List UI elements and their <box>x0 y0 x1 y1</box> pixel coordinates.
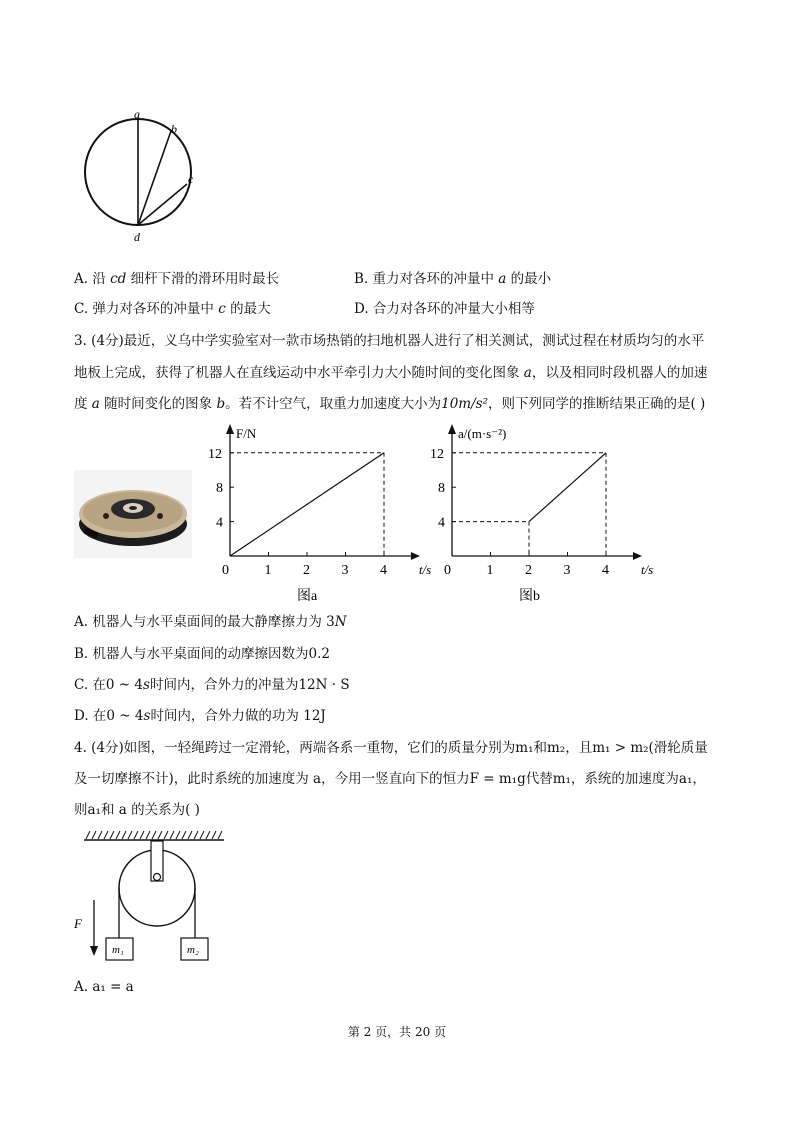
q3-option-d: D. 在0 ~ 4s时间内，合外力做的功为 12J <box>74 708 326 724</box>
chart-a-series-line <box>230 453 384 556</box>
chart-b-series-line <box>529 453 606 522</box>
circle-rods-figure <box>70 108 210 248</box>
chart-a-xtick-label-3: 3 <box>341 563 349 578</box>
chart-b-xtick-label-3: 3 <box>563 563 571 578</box>
chart-a-xtick-label-2: 2 <box>303 563 310 578</box>
q2-option-b: B. 重力对各环的冲量中 a 的最小 <box>354 271 552 287</box>
chart-b-ytick-label-4: 4 <box>438 515 445 531</box>
q3-stem-line1: 3. (4分)最近，义乌中学实验室对一款市场热销的扫地机器人进行了相关测试，测试过程在材质均匀的水平 <box>74 333 705 349</box>
chart-a-ytick-label-12: 12 <box>208 446 222 462</box>
q2-option-c: C. 弹力对各环的冲量中 c 的最大 <box>74 301 271 317</box>
chart-b-y-arrow <box>448 424 456 434</box>
chart-b-xtick-label-0: 0 <box>444 563 451 578</box>
chart-a <box>196 422 432 612</box>
circle-label-a: a <box>134 107 140 121</box>
pulley-figure <box>70 826 230 971</box>
q4-stem-line3: 则a₁和 a 的关系为( ) <box>74 802 200 818</box>
chart-b <box>418 422 654 612</box>
q4-stem-line2: 及一切摩擦不计)，此时系统的加速度为 a，今用一竖直向下的恒力F = m₁g代替m₁，系统的加速度为a₁， <box>74 771 706 787</box>
circle-label-c: c <box>188 172 194 186</box>
mass-label-m2: m₂ <box>187 944 199 956</box>
q4-stem-line1: 4. (4分)如图，一轻绳跨过一定滑轮，两端各系一重物，它们的质量分别为m₁和m₂，且m₁ > m₂(滑轮质量 <box>74 740 708 756</box>
q2-option-d: D. 合力对各环的冲量大小相等 <box>354 301 535 317</box>
circle-label-d: d <box>134 230 140 244</box>
chart-a-y-arrow <box>226 424 234 434</box>
q4-option-a: A. a₁ = a <box>74 979 134 995</box>
page-footer: 第 2 页，共 20 页 <box>347 1025 447 1039</box>
chart-b-caption: 图b <box>519 589 540 604</box>
chart-a-ytick-label-8: 8 <box>216 481 223 497</box>
chart-a-ytick-label-4: 4 <box>216 515 223 531</box>
q3-option-c: C. 在0 ~ 4s时间内，合外力的冲量为12N · S <box>74 677 350 693</box>
chart-b-xtick-label-4: 4 <box>602 563 609 578</box>
chart-a-xtick-label-4: 4 <box>380 563 387 578</box>
q3-option-a: A. 机器人与水平桌面间的最大静摩擦力为 3N <box>74 614 347 630</box>
chart-b-ylabel: a/(m·s⁻²) <box>458 426 507 441</box>
chart-b-ytick-label-8: 8 <box>438 481 445 497</box>
q3-stem-line2: 地板上完成，获得了机器人在直线运动中水平牵引力大小随时间的变化图象 a，以及相同时段机器人的加速 <box>74 365 708 381</box>
circle-label-b: b <box>171 122 177 136</box>
q3-stem-line3: 度 a 随时间变化的图象 b。若不计空气，取重力加速度大小为10m/s²，则下列同学的推断结果正确的是( ) <box>74 396 706 412</box>
chart-a-xtick-label-0: 0 <box>222 563 229 578</box>
chart-b-ytick-label-12: 12 <box>430 446 444 462</box>
chart-b-xlabel: t/s <box>640 562 654 577</box>
q3-option-b: B. 机器人与水平桌面间的动摩擦因数为0.2 <box>74 646 330 662</box>
chart-a-xlabel: t/s <box>418 562 432 577</box>
chart-b-xtick-label-2: 2 <box>525 563 532 578</box>
robot-vacuum-image <box>74 470 192 558</box>
q2-option-a: A. 沿 cd 细杆下滑的滑环用时最长 <box>74 271 280 287</box>
chart-a-caption: 图a <box>297 589 318 604</box>
chart-b-xtick-label-1: 1 <box>486 563 494 578</box>
force-label: F <box>74 916 82 931</box>
chart-b-x-arrow <box>633 552 642 560</box>
chart-a-xtick-label-1: 1 <box>264 563 272 578</box>
chart-a-ylabel: F/N <box>236 426 257 441</box>
mass-label-m1: m₁ <box>112 944 124 956</box>
